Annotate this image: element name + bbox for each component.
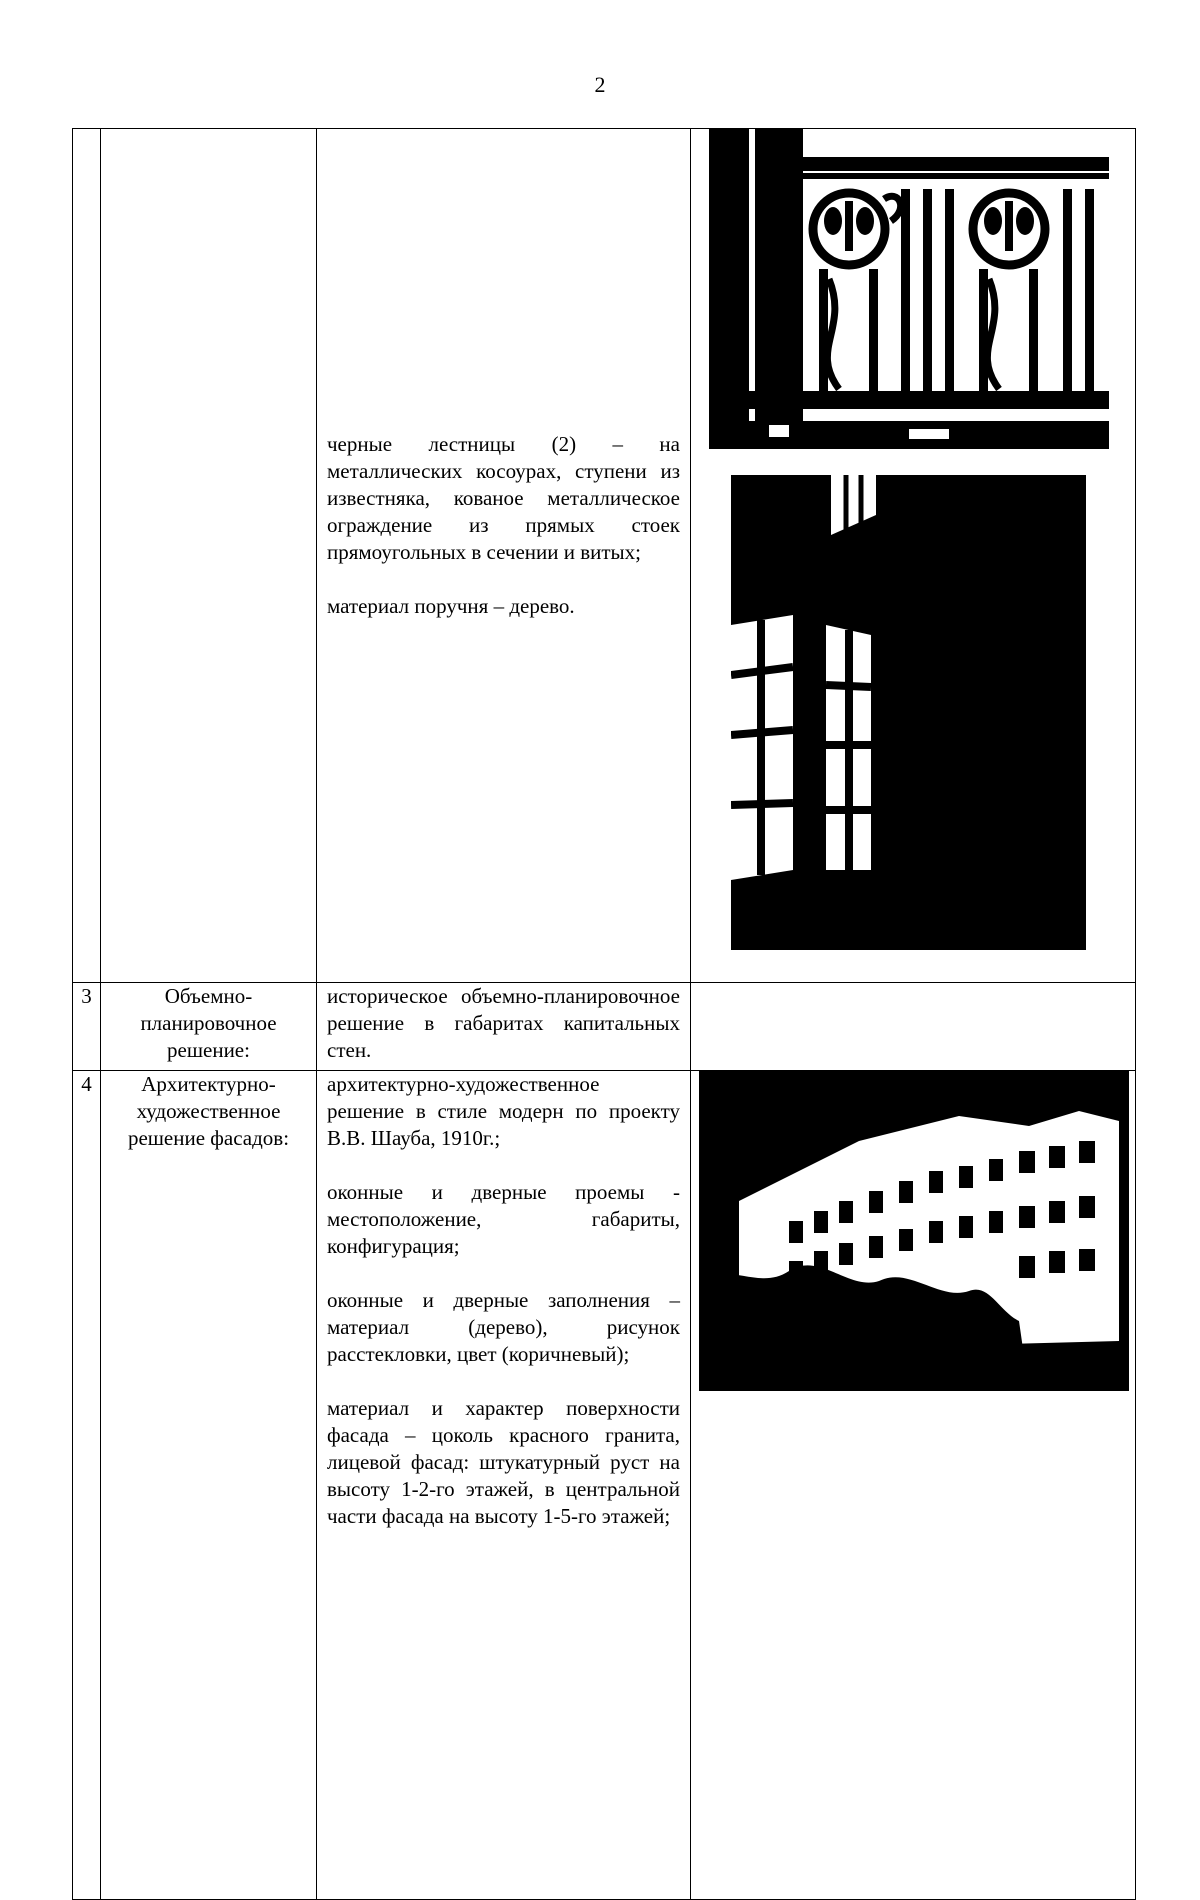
row-description	[317, 1071, 691, 1900]
row-photos	[691, 1071, 1136, 1900]
row-photos	[691, 129, 1136, 983]
row-description	[317, 983, 691, 1071]
table-row	[73, 983, 1136, 1071]
railing-photo	[709, 129, 1109, 449]
description-paragraph: оконные и дверные заполнения – материал (дерево), рисунок расстекловки, цвет (коричневый);	[327, 1288, 680, 1366]
row-number: 3	[73, 983, 101, 1071]
table-row	[73, 1071, 1136, 1900]
description-paragraph: историческое объемно-планировочное решение в габаритах капитальных стен.	[327, 984, 680, 1062]
facade-photo	[699, 1071, 1129, 1391]
monument-features-table	[72, 128, 1136, 1900]
description-paragraph: архитектурно-художественное решение в стиле модерн по проекту В.В. Шауба, 1910г.;	[327, 1072, 680, 1150]
description-paragraph: материал и характер поверхности фасада – цоколь красного гранита, лицевой фасад: штукатурный руст на высоту 1-2-го этажей, в центральной части фасада на высоту 1-5-го этажей;	[327, 1396, 680, 1528]
row-feature-name: Объемно-планировочное решение:	[101, 983, 317, 1071]
table-row	[73, 129, 1136, 983]
row-feature-name	[101, 129, 317, 983]
row-feature-name: Архитектурно-художественное решение фасадов:	[101, 1071, 317, 1900]
description-paragraph: черные лестницы (2) – на металлических косоурах, ступени из известняка, кованое металлическое ограждение из прямых стоек прямоугольных в сечении и витых;	[327, 432, 680, 564]
description-paragraph: материал поручня – дерево.	[327, 594, 575, 618]
row-photos	[691, 983, 1136, 1071]
row-number	[73, 129, 101, 983]
page-number: 2	[594, 72, 606, 97]
staircase-window-photo	[731, 475, 1086, 950]
row-number: 4	[73, 1071, 101, 1900]
description-paragraph: оконные и дверные проемы - местоположение, габариты, конфигурация;	[327, 1180, 680, 1258]
row-description	[317, 129, 691, 983]
